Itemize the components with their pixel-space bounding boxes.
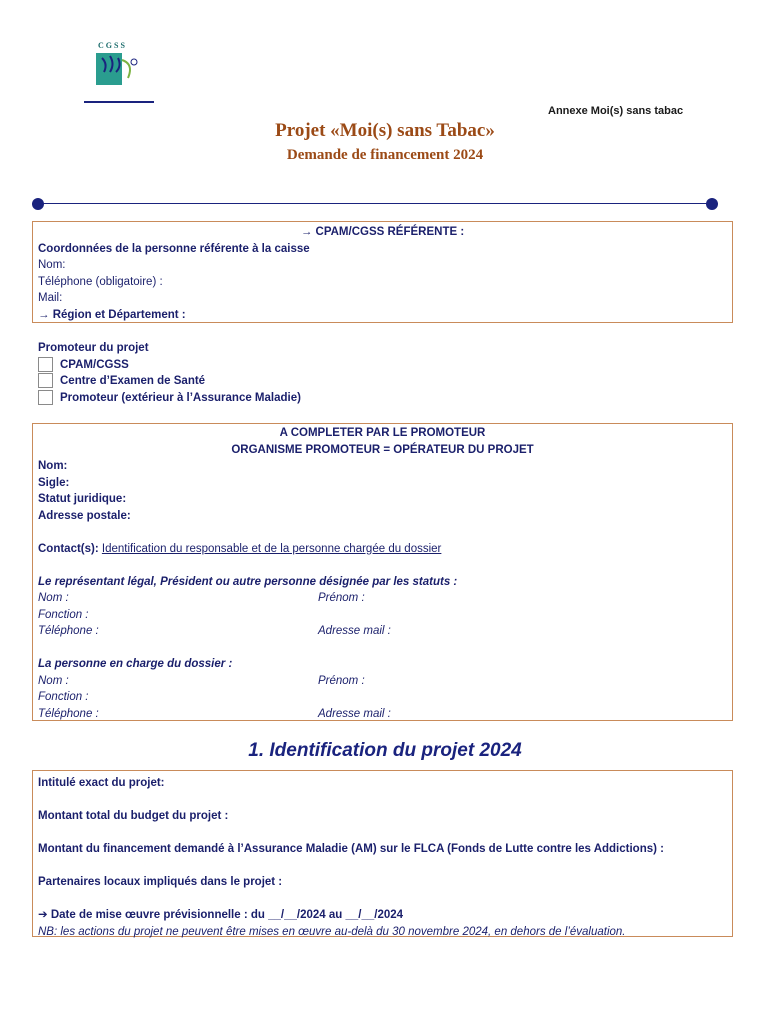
svg-text:CGSS: CGSS <box>98 41 127 50</box>
charge-heading: La personne en charge du dossier : <box>38 658 233 670</box>
organisme-box <box>32 423 733 721</box>
organisme-header-2: ORGANISME PROMOTEUR = OPÉRATEUR DU PROJET <box>231 443 534 456</box>
partenaires-field[interactable]: Partenaires locaux impliqués dans le projet : <box>38 876 283 888</box>
promoteur-option-cpam[interactable]: CPAM/CGSS <box>38 357 301 374</box>
divider-rule <box>38 203 712 204</box>
cgss-logo <box>82 40 162 106</box>
rule-right-dot <box>706 198 718 210</box>
promoteur-label: Promoteur du projet <box>38 342 149 354</box>
organisme-adresse-field[interactable]: Adresse postale: <box>38 509 131 522</box>
charge-mail[interactable]: Adresse mail : <box>318 707 391 720</box>
representant-fonction[interactable]: Fonction : <box>38 608 89 621</box>
charge-prenom[interactable]: Prénom : <box>318 674 365 687</box>
representant-tel-row[interactable]: Téléphone : Adresse mail : <box>38 623 727 640</box>
contacts-line: Contact(s): Identification du responsable et de la personne chargée du dossier <box>38 542 442 555</box>
representant-heading: Le représentant légal, Président ou autre personne désignée par les statuts : <box>38 575 458 588</box>
checkbox[interactable] <box>38 390 53 405</box>
organisme-statut-field[interactable]: Statut juridique: <box>38 493 127 505</box>
section-1-title: 1. Identification du projet 2024 <box>248 740 522 761</box>
rule-left-dot <box>32 198 44 210</box>
referente-intro: Coordonnées de la personne référente à la caisse <box>38 242 310 255</box>
checkbox[interactable] <box>38 373 53 388</box>
organisme-sigle-field[interactable]: Sigle: <box>38 476 70 489</box>
promoteur-section <box>38 340 301 406</box>
promoteur-option-externe[interactable]: Promoteur (extérieur à l’Assurance Maladie) <box>38 390 301 407</box>
nb-note: NB: les actions du projet ne peuvent être mises en œuvre au-delà du 30 novembre 2024, en dehors de l’évaluation. <box>38 925 626 938</box>
page-subtitle: Demande de financement 2024 <box>286 147 484 163</box>
representant-prenom[interactable]: Prénom : <box>318 592 365 604</box>
referente-mail-field[interactable]: Mail: <box>38 292 63 304</box>
montant-am-field[interactable]: Montant du financement demandé à l’Assurance Maladie (AM) sur le FLCA (Fonds de Lutte contre les Addictions) : <box>38 843 664 855</box>
referente-box <box>32 221 733 323</box>
representant-mail[interactable]: Adresse mail : <box>318 625 391 637</box>
charge-fonction[interactable]: Fonction : <box>38 691 89 703</box>
representant-nom-row[interactable]: Nom : Prénom : <box>38 590 727 607</box>
charge-tel-row[interactable]: Téléphone : Adresse mail : <box>38 706 727 723</box>
referente-telephone-field[interactable]: Téléphone (obligatoire) : <box>38 275 163 288</box>
organisme-header-1: A COMPLETER PAR LE PROMOTEUR <box>279 427 486 439</box>
annexe-label: Annexe Moi(s) sans tabac <box>548 105 684 117</box>
referente-header: → CPAM/CGSS RÉFÉRENTE : <box>300 226 465 238</box>
page-title: Projet «Moi(s) sans Tabac» <box>275 120 495 141</box>
referente-nom-field[interactable]: Nom: <box>38 259 66 271</box>
date-field[interactable]: ➔ Date de mise œuvre prévisionnelle : du __/__/2024 au __/__/2024 <box>38 909 404 921</box>
charge-nom-row[interactable]: Nom : Prénom : <box>38 673 727 690</box>
referente-region-field[interactable]: → Région et Département : <box>38 308 186 321</box>
checkbox[interactable] <box>38 357 53 372</box>
promoteur-option-ces[interactable]: Centre d’Examen de Santé <box>38 373 301 390</box>
montant-total-field[interactable]: Montant total du budget du projet : <box>38 810 229 822</box>
intitule-field[interactable]: Intitulé exact du projet: <box>38 777 165 789</box>
organisme-nom-field[interactable]: Nom: <box>38 460 68 472</box>
identification-box <box>32 770 733 937</box>
